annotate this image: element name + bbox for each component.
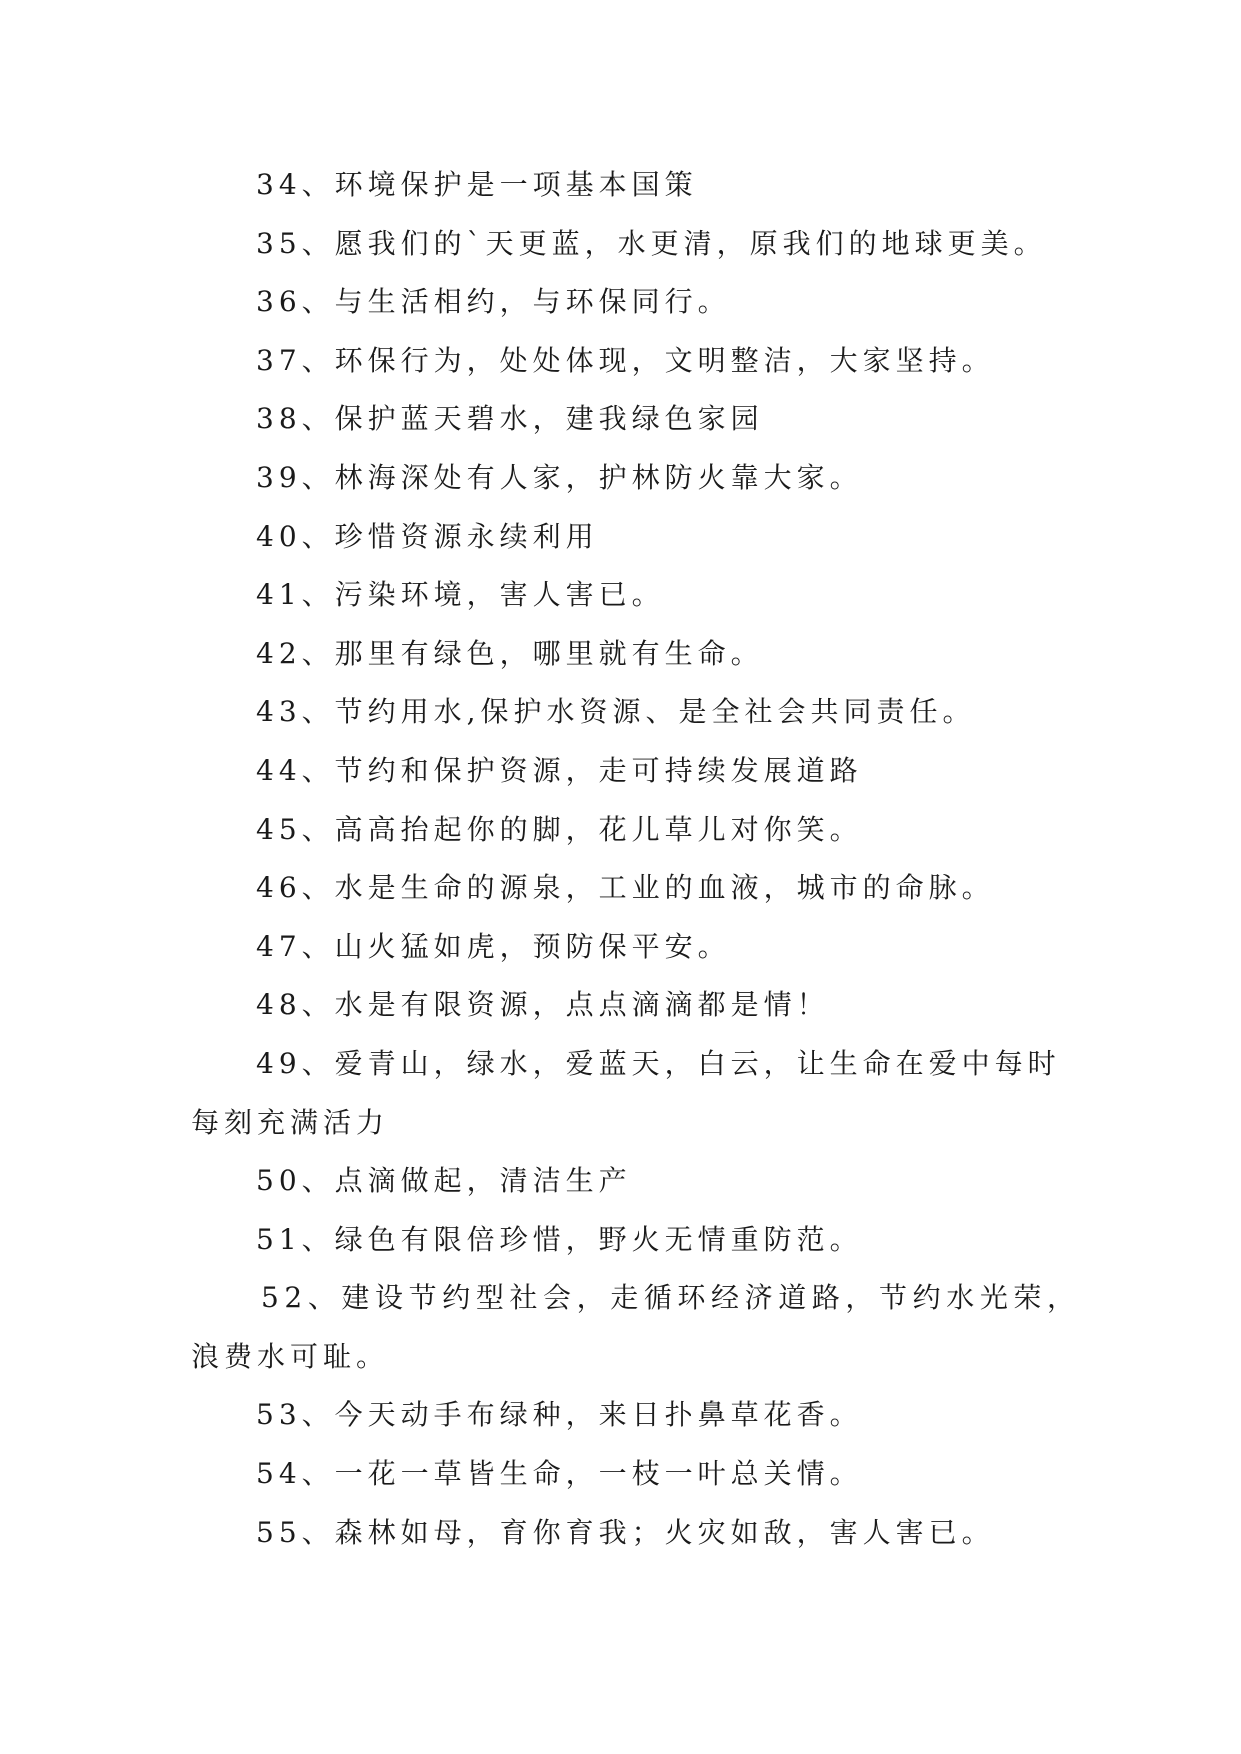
- list-item: [0, 1504, 1241, 1563]
- list-item-line: 43、节约用水,保护水资源、是全社会共同责任。: [256, 695, 976, 729]
- list-item: [0, 683, 1241, 742]
- list-item: [0, 976, 1241, 1035]
- list-item-line: 40、珍惜资源永续利用: [256, 519, 599, 553]
- list-item: [0, 390, 1241, 449]
- list-item: [0, 1211, 1241, 1270]
- list-item: [0, 156, 1241, 215]
- list-item-line: 46、水是生命的源泉，工业的血液，城市的命脉。: [256, 871, 995, 905]
- list-item: [0, 625, 1241, 684]
- list-item-line: 48、水是有限资源，点点滴滴都是情！: [256, 988, 830, 1022]
- list-item: [0, 918, 1241, 977]
- list-item: [0, 1386, 1241, 1445]
- list-item-line: 35、愿我们的`天更蓝，水更清，原我们的地球更美。: [256, 226, 1047, 260]
- list-item: [0, 1035, 1241, 1152]
- list-item: [0, 1269, 1241, 1386]
- list-item: [0, 742, 1241, 801]
- list-item-line: 41、污染环境，害人害已。: [256, 578, 665, 612]
- list-item: [0, 215, 1241, 274]
- list-item: [0, 332, 1241, 391]
- list-item: [0, 449, 1241, 508]
- list-item: [0, 859, 1241, 918]
- list-item: [0, 508, 1241, 567]
- list-item: [0, 801, 1241, 860]
- list-item-line: 47、山火猛如虎，预防保平安。: [256, 929, 731, 963]
- list-item-line: 54、一花一草皆生命，一枝一叶总关情。: [256, 1457, 863, 1491]
- list-item-line: 45、高高抬起你的脚，花儿草儿对你笑。: [256, 812, 863, 846]
- list-item: [0, 1152, 1241, 1211]
- list-item-line: 52、建设节约型社会，走循环经济道路，节约水光荣，: [261, 1281, 1081, 1315]
- list-item-line: 37、环保行为，处处体现，文明整洁，大家坚持。: [256, 343, 995, 377]
- list-item-line: 39、林海深处有人家，护林防火靠大家。: [256, 460, 863, 494]
- list-item-line: 51、绿色有限倍珍惜，野火无情重防范。: [256, 1222, 863, 1256]
- list-item-line: 50、点滴做起，清洁生产: [256, 1164, 632, 1198]
- list-item-line: 44、节约和保护资源，走可持续发展道路: [256, 753, 863, 787]
- list-item-line: 53、今天动手布绿种，来日扑鼻草花香。: [256, 1398, 863, 1432]
- list-item: [0, 273, 1241, 332]
- list-item-continuation: 浪费水可耻。: [191, 1339, 390, 1373]
- document-page: [0, 156, 1241, 1562]
- list-item-line: 49、爱青山，绿水，爱蓝天，白云，让生命在爱中每时: [256, 1046, 1061, 1080]
- list-item-line: 34、环境保护是一项基本国策: [256, 168, 698, 201]
- list-item: [0, 566, 1241, 625]
- list-item-line: 36、与生活相约，与环保同行。: [256, 285, 731, 319]
- list-item: [0, 1445, 1241, 1504]
- list-item-line: 55、森林如母，育你育我；火灾如敌，害人害已。: [256, 1515, 995, 1549]
- list-item-continuation: 每刻充满活力: [191, 1105, 390, 1139]
- list-item-line: 38、保护蓝天碧水，建我绿色家园: [256, 402, 764, 436]
- list-item-line: 42、那里有绿色，哪里就有生命。: [256, 636, 764, 670]
